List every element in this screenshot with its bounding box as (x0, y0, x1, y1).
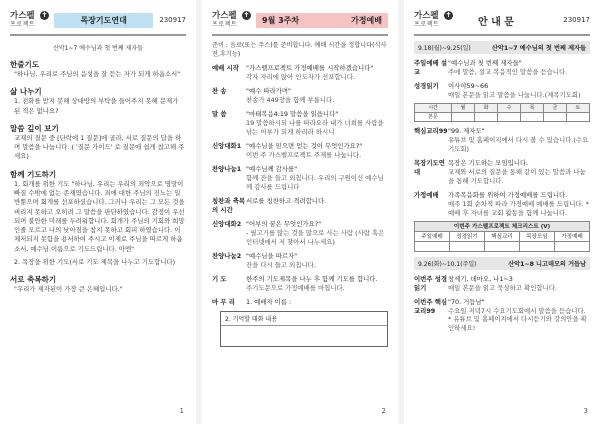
section-body: "우리가 제자된이 가장 큰 은혜입니다." (14, 285, 123, 294)
row-subtext: 유튜브 및 홈페이지에서 다시 볼 수 있습니다.(수요기도회) (448, 135, 589, 153)
grid-cell: 월 (452, 103, 475, 112)
row-subtext: 매주 1회 순차적 따라 가정예배 예배를 드립니다. * 예배 후 자녀를 교회 활동을 함께 나눕니다. (448, 199, 589, 217)
row-text: 목장은 기도하는 모임입니다. (448, 158, 529, 167)
reading-grid (414, 103, 590, 122)
section-title: 서로 축복하기 (10, 275, 57, 285)
divider (10, 34, 186, 36)
page-header (212, 7, 388, 33)
page-number: 3 (583, 407, 588, 415)
header-title: 안 내 문 (458, 13, 557, 28)
row-content (246, 165, 388, 192)
grid-cell (521, 112, 544, 121)
row-label: 찬양나눔2 (212, 251, 242, 260)
brand-line2: 프로젝트 (10, 21, 36, 29)
grid-cell: 수 (498, 103, 521, 112)
row-text: "예수님을 따르자" (246, 251, 298, 260)
checkbox-cell[interactable] (520, 241, 555, 251)
grid-cell: 토 (566, 103, 589, 112)
grid-cell: 본문 (415, 112, 452, 121)
row-label: 말 씀 (212, 110, 227, 119)
program-row (212, 142, 388, 160)
row-content (448, 59, 590, 77)
scripture-ref: 산악1~7 예수님과 첫 번째 제자들 (53, 45, 143, 52)
section-body: 교재의 질문 중 [단락에 1 질문]에 골라, 서로 질문의 답을 하며 말씀을 나눕니다. ( '질문 가이드' 로 질문에 쉽게 참고해 주세요) (14, 133, 185, 161)
program-row (414, 59, 590, 77)
brand-line2: 프로젝트 (414, 21, 440, 29)
section-title: 말씀 깊이 보기 (10, 123, 59, 133)
row-subtext: 함께 잔을 들고 외칩니다. 우리의 구원이신 예수님께 감사를 드립니다 (246, 174, 384, 191)
checklist-header: 핵심교리 (485, 231, 520, 241)
program-row (414, 127, 590, 154)
section-title: 삶 나누기 (10, 87, 42, 97)
section-body: 2. 목장을 위한 기도(서로 기도 제목을 나누고 기도합니다) (14, 257, 176, 266)
week-range: 9.18(월)~9.25(일) (418, 45, 471, 52)
row-label: 신앙대화2 (212, 219, 242, 228)
row-label: 핵심교리99 (414, 126, 448, 135)
checklist-table (414, 221, 590, 252)
closing-label: 마 무 리 (212, 297, 235, 306)
header-title (256, 13, 388, 28)
header-week: 9월 3주차 (262, 15, 300, 25)
checkbox-cell[interactable] (485, 241, 520, 251)
page-1 (0, 0, 196, 424)
checklist-header: 가정예배 (555, 231, 590, 241)
program-row (212, 197, 388, 215)
section-body: "하나님, 우리로 주님의 음성을 잘 듣는 자가 되게 하옵소서" (14, 70, 181, 78)
section-title: 한줄기도 (10, 60, 39, 69)
next-week-bar (414, 257, 590, 270)
row-content (246, 252, 388, 270)
program-row (212, 110, 388, 137)
program-row (414, 159, 590, 186)
row-subtext: 주기도문으로 가정예배를 마칩니다. (246, 283, 345, 292)
week-topic: 산악1~7 예수님의 첫 번째 제자들 (491, 45, 586, 52)
row-text: 창세기, 데마오, 나1~3 (448, 274, 513, 283)
grid-cell (452, 112, 475, 121)
row-subtext: - 필고기를 많는 것을 많으로 사는 사람 (사람 혹은 인터넷에서 저 찾아서 나누세요) (246, 228, 385, 246)
program-row (414, 275, 590, 293)
row-subtext: 잔을 다시 들고 외칩니다. (246, 260, 316, 269)
row-text: 가족목음화를 위하여 가정예배를 드립니다. (448, 190, 568, 199)
brand-logo (10, 9, 54, 31)
row-subtext: 각자 자리에 앉아 인도자가 선포합니다. (246, 73, 355, 82)
row-content (246, 110, 388, 137)
row-label: 목장기도연대 (414, 158, 445, 176)
row-label: 성경읽기 (414, 81, 439, 90)
program-row (212, 64, 388, 82)
row-content (448, 82, 590, 100)
row-text: "가스펠프로젝트 가정예배를 시작하겠습니다" (246, 64, 374, 73)
grid-cell: 시간 (415, 103, 452, 112)
row-subtext: 수요일 저녁7시 수요기도회에서 말씀을 듣습니다. * 유튜브 및 홈페이지에서 다시듣기와 강의안을 확인하세요! (448, 306, 587, 333)
row-text: "예수님께 감사를" (246, 165, 298, 174)
header-worship: 가정예배 (351, 15, 382, 25)
row-content (448, 159, 590, 186)
page-3 (404, 0, 600, 424)
section-body: 1. 전화를 받지 못해 상대방의 부탁을 들어주지 못해 문제가 된 적은 없나요? (14, 97, 179, 115)
row-text: "99. 제자도" (448, 126, 485, 135)
closing-item: 2. 기억할 대화 내용 (221, 312, 387, 326)
row-content (448, 275, 590, 293)
closing-row (212, 298, 388, 307)
row-label: 주일예배 설교 (414, 59, 448, 76)
row-label: 이번주 핵심교리99 (414, 297, 448, 315)
week-range: 9.26(화)~10.1(주일) (418, 260, 477, 268)
row-label: 신앙대화1 (212, 142, 242, 151)
brand-line1: 가스펠 (10, 10, 35, 21)
cross-icon: ✝ (445, 11, 452, 19)
row-text: "70. 거듭남" (448, 297, 485, 306)
row-text: "예수님을 믿으면 얻는 것이 무엇인가요?" (246, 142, 363, 151)
row-label: 이번주 성경읽기 (414, 274, 448, 292)
program-row (212, 87, 388, 105)
row-subtext: 19 말씀하시되 나를 따라오라 내가 너희를 사람을 낚는 어부가 되게 하리라 하시니 (246, 119, 384, 137)
program-row (212, 220, 388, 247)
page-header (10, 7, 186, 33)
divider (414, 34, 590, 36)
row-text: 서로를 칭찬하고 격려합니다. (246, 196, 327, 205)
week-bar (414, 41, 590, 54)
header-title: 목장기도연대 (54, 13, 153, 28)
brand-logo (414, 9, 458, 31)
row-subtext: 매일 본문을 읽고 말씀을 나눕니다.(제목기도회) (448, 90, 581, 99)
grid-cell (543, 112, 566, 121)
row-content (246, 275, 388, 293)
cross-icon: ✝ (243, 11, 250, 19)
section-body: 1. 회개를 위한 기도 "하나님, 우리는 우리의 죄악으로 명망이 빠질 수밖에 없는 존재였습니다. 죄에 대한 주님의 진노는 일반뿐으며 회개를 선포하셨습니다. 그러나 우리는 그 모든 것을 버리지 못하고 오히려 그 말씀을 판단하였습니다. 감정이 우선되며 불안한 미래를 두려워합니다. 회개가 주님의 기회와 희망인줄 모르고 나의 낮아짐을 참지 못하고 회피 하였습니다. 이 체저되지 못함을 용서하여 주시고 이제로 주님을 따르게 하옵소서, 예수님 이름으로 기도드립니다. 아멘" (14, 179, 185, 253)
cross-icon: ✝ (41, 11, 48, 19)
row-text: 한주의 기도제목을 나누 후 함께 기도를 합니다. (246, 274, 378, 283)
grid-cell: 목 (521, 103, 544, 112)
checklist-header: 목장모임 (520, 231, 555, 241)
section-title: 함께 기도하기 (10, 169, 57, 179)
row-text: 이사야59~66 (448, 81, 489, 90)
closing-blank (221, 326, 387, 346)
page-header (414, 7, 590, 33)
row-subtext: 교제와 서로의 질문을 통해 같이 있는 말씀과 나눔을 통해 기도합니다. (448, 167, 586, 185)
row-text: "예수님과 첫 번째 제자들" (448, 59, 522, 67)
grid-cell (475, 112, 498, 121)
row-content (246, 64, 388, 82)
checklist-header: 성경읽기 (450, 231, 485, 241)
grid-cell (566, 112, 589, 121)
row-content (448, 298, 590, 334)
row-label: 찬 송 (212, 87, 227, 96)
page-number: 1 (179, 407, 184, 415)
row-subtext: 주에 말씀, 설교 복음적인 말씀을 듣습니다. (448, 67, 568, 76)
program-row (414, 82, 590, 100)
program-row (212, 275, 388, 293)
row-subtext: 매일 본문을 읽고 묵상하고 확인합니다. (448, 283, 557, 292)
row-text: "마태복음4:19 말씀을 읽읍니다" (246, 110, 339, 119)
divider (212, 34, 388, 36)
row-content (246, 220, 388, 247)
program-row (212, 252, 388, 270)
week-topic: 산악1~8 니고데모의 거듭남 (508, 260, 586, 268)
checklist-header: 주일예배 (415, 231, 450, 241)
row-subtext: 이번 주 가스펠프로젝트 주제를 나눕니다. (246, 151, 362, 160)
row-content (246, 87, 388, 105)
brand-logo (212, 9, 256, 31)
row-content (448, 127, 590, 154)
row-label: 칭찬과 축복의 시간 (212, 196, 246, 214)
brand-line2: 프로젝트 (212, 21, 238, 29)
row-label: 예배 시작 (212, 64, 239, 73)
checkbox-cell[interactable] (415, 241, 450, 251)
closing-text: 1. 예배자 이름 : (246, 297, 292, 306)
grid-cell (498, 112, 521, 121)
brand-line1: 가스펠 (414, 10, 439, 21)
row-text: "어부의 꿈은 무엇인가요?" (246, 219, 322, 228)
row-label: 기 도 (212, 274, 227, 283)
row-content (448, 191, 590, 218)
header-date: 230917 (563, 16, 590, 24)
brand-line1: 가스펠 (212, 10, 237, 21)
prep-note: 준비 : 음료(또는 주스)를 준비합니다. 예배 시간을 정합니다(식사전,후기능) (212, 42, 387, 58)
row-label: 찬양나눔1 (212, 165, 242, 174)
program-row (212, 165, 388, 192)
program-row (414, 191, 590, 218)
checkbox-cell[interactable] (450, 241, 485, 251)
row-label: 가정예배 (414, 190, 439, 199)
row-text: "예수 따라가며" (246, 87, 291, 96)
checklist-title: 이번주 가스펠프로젝트 체크리스트 (V) (415, 221, 590, 231)
row-content (246, 197, 388, 215)
checkbox-cell[interactable] (555, 241, 590, 251)
page-number: 2 (381, 407, 386, 415)
row-subtext: 찬송가 449장을 함께 부릅니다. (246, 96, 335, 105)
grid-cell: 금 (543, 103, 566, 112)
row-content (246, 142, 388, 160)
page-2 (202, 0, 398, 424)
closing-table (220, 311, 388, 347)
program-row (414, 298, 590, 334)
grid-cell: 화 (475, 103, 498, 112)
header-date: 230917 (159, 16, 186, 24)
